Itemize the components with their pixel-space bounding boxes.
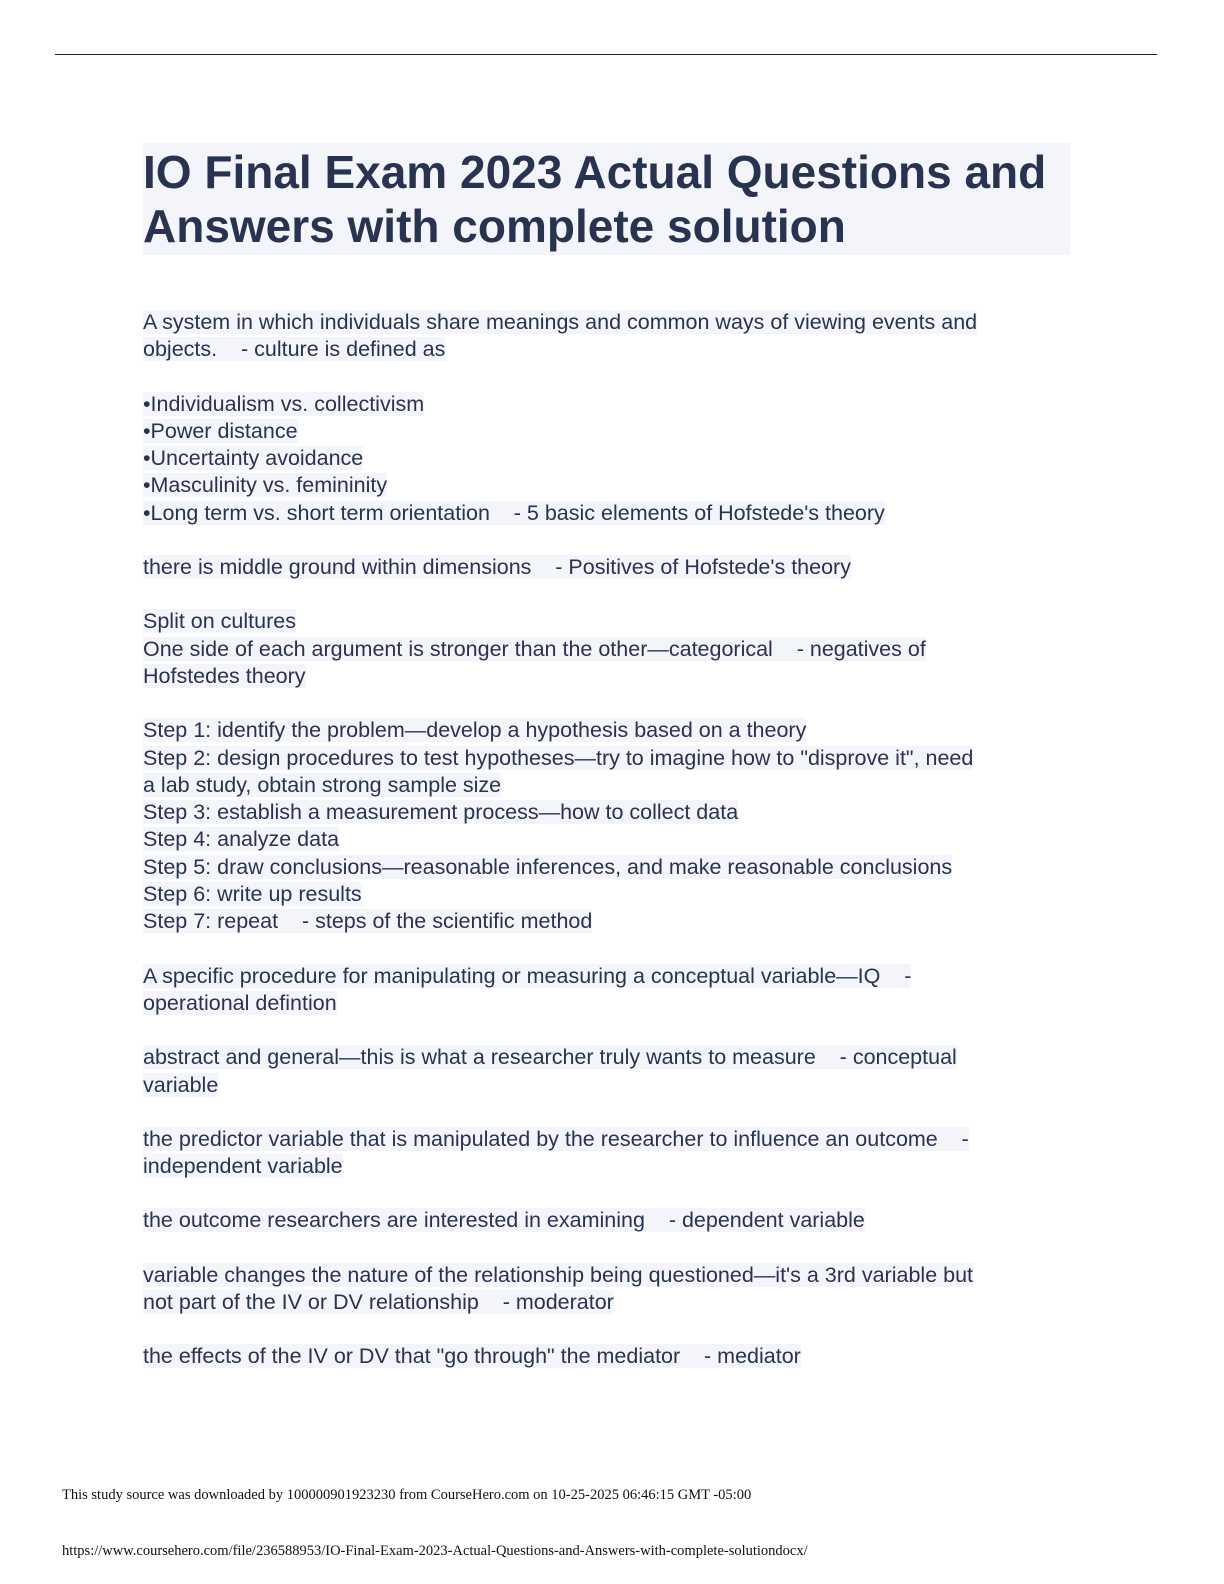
flashcard-line	[143, 391, 1070, 418]
flashcard-line-text: A system in which individuals share meanings and common ways of viewing events and	[143, 310, 978, 334]
flashcard-line	[143, 881, 1070, 908]
flashcard-line	[143, 990, 1070, 1017]
flashcard-line-text: •Masculinity vs. femininity	[143, 473, 388, 498]
flashcard-line	[143, 1044, 1070, 1071]
flashcard-list	[143, 309, 1070, 1371]
flashcard	[143, 1343, 1070, 1370]
flashcard	[143, 1262, 1070, 1317]
flashcard-line-text: a lab study, obtain strong sample size	[143, 772, 502, 797]
header-rule	[55, 54, 1157, 55]
flashcard-line-text: •Uncertainty avoidance	[143, 446, 364, 471]
flashcard-line	[143, 1289, 1070, 1316]
flashcard	[143, 963, 1070, 1018]
flashcard-line	[143, 717, 1070, 744]
flashcard-line-text: •Power distance	[143, 418, 298, 443]
flashcard-line-text: Split on cultures	[143, 609, 296, 634]
flashcard-line-text: there is middle ground within dimensions - Positives of Hofstede's theory	[143, 555, 851, 580]
flashcard-line	[143, 1343, 1070, 1370]
flashcard-line	[143, 554, 1070, 581]
flashcard-line	[143, 745, 1070, 772]
flashcard-line	[143, 1072, 1070, 1099]
flashcard-line	[143, 336, 1070, 363]
flashcard-line-text: independent variable	[143, 1154, 343, 1179]
flashcard-line-text: abstract and general—this is what a researcher truly wants to measure - conceptual	[143, 1045, 957, 1070]
flashcard-line	[143, 472, 1070, 499]
flashcard-line	[143, 500, 1070, 527]
flashcard-line-text: variable	[143, 1072, 219, 1097]
flashcard-line	[143, 1153, 1070, 1180]
flashcard-line	[143, 963, 1070, 990]
flashcard-line	[143, 309, 1070, 336]
flashcard-line	[143, 826, 1070, 853]
flashcard	[143, 391, 1070, 527]
flashcard-line-text: variable changes the nature of the relationship being questioned—it's a 3rd variable but	[143, 1262, 974, 1287]
flashcard-line	[143, 799, 1070, 826]
flashcard-line-text: A specific procedure for manipulating or measuring a conceptual variable—IQ -	[143, 963, 912, 988]
flashcard-line-text: the outcome researchers are interested in examining - dependent variable	[143, 1208, 865, 1233]
document-body	[143, 143, 1070, 1398]
flashcard-line-text: the effects of the IV or DV that "go through" the mediator - mediator	[143, 1344, 801, 1369]
flashcard-line-text: Step 5: draw conclusions—reasonable inferences, and make reasonable conclusions	[143, 854, 953, 879]
flashcard-line	[143, 663, 1070, 690]
flashcard	[143, 717, 1070, 935]
flashcard-line-text: Step 4: analyze data	[143, 827, 340, 852]
flashcard	[143, 1044, 1070, 1099]
flashcard	[143, 1126, 1070, 1181]
flashcard-line-text: Hofstedes theory	[143, 663, 306, 688]
flashcard-line-text: not part of the IV or DV relationship - moderator	[143, 1290, 614, 1315]
flashcard	[143, 1207, 1070, 1234]
flashcard-line	[143, 1262, 1070, 1289]
flashcard-line	[143, 1207, 1070, 1234]
flashcard-line	[143, 418, 1070, 445]
flashcard-line-text: objects. - culture is defined as	[143, 337, 446, 362]
download-source-note: This study source was downloaded by 100000901923230 from CourseHero.com on 10-25-2025 06:46:15 GMT -05:00	[62, 1487, 752, 1503]
flashcard-line	[143, 772, 1070, 799]
flashcard-line	[143, 636, 1070, 663]
flashcard-line-text: Step 2: design procedures to test hypotheses—try to imagine how to "disprove it", need	[143, 745, 974, 770]
source-url[interactable]: https://www.coursehero.com/file/236588953/IO-Final-Exam-2023-Actual-Questions-and-Answers-with-complete-solutiondocx/	[62, 1543, 808, 1559]
flashcard-line-text: Step 3: establish a measurement process—how to collect data	[143, 800, 739, 825]
flashcard-line	[143, 854, 1070, 881]
flashcard	[143, 554, 1070, 581]
flashcard-line-text: One side of each argument is stronger than the other—categorical - negatives of	[143, 636, 926, 661]
flashcard-line-text: •Long term vs. short term orientation - 5 basic elements of Hofstede's theory	[143, 500, 885, 525]
flashcard-line-text: operational defintion	[143, 990, 337, 1015]
flashcard-line-text: Step 1: identify the problem—develop a hypothesis based on a theory	[143, 718, 807, 743]
flashcard-line	[143, 608, 1070, 635]
flashcard-line	[143, 1126, 1070, 1153]
flashcard-line-text: Step 6: write up results	[143, 882, 362, 907]
document-title: IO Final Exam 2023 Actual Questions and Answers with complete solution	[143, 143, 1070, 255]
flashcard-line	[143, 445, 1070, 472]
flashcard-line-text: Step 7: repeat - steps of the scientific method	[143, 909, 593, 934]
flashcard	[143, 309, 1070, 364]
flashcard-line-text: •Individualism vs. collectivism	[143, 391, 425, 416]
flashcard-line-text: the predictor variable that is manipulated by the researcher to influence an outcome -	[143, 1126, 969, 1151]
flashcard	[143, 608, 1070, 690]
flashcard-line	[143, 908, 1070, 935]
